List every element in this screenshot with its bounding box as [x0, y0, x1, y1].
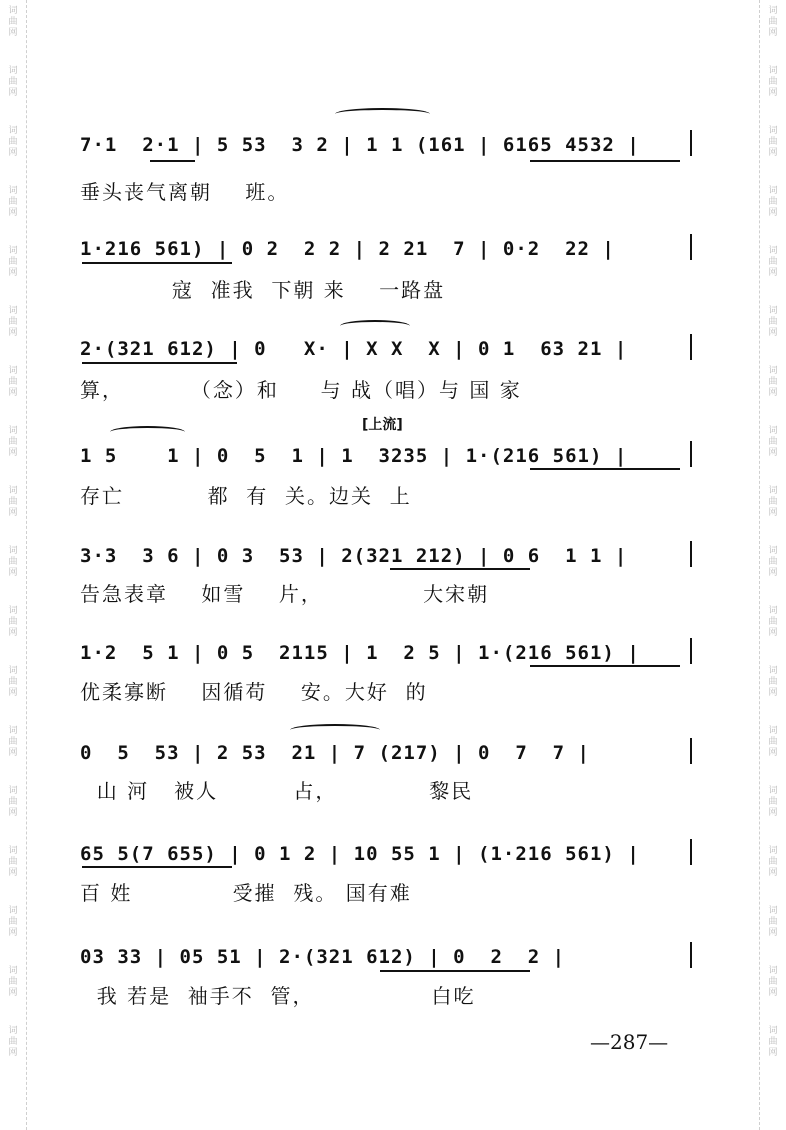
watermark-text: 词曲网 — [768, 606, 778, 638]
notation-line: 7·1 2·1 | 5 53 3 2 | 1 1 (161 | 6165 4532 | — [80, 134, 640, 156]
watermark-text: 词曲网 — [768, 486, 778, 518]
watermark-text: 词曲网 — [768, 726, 778, 758]
barline — [690, 334, 692, 360]
notation-line: 03 33 | 05 51 | 2·(321 612) | 0 2 2 | — [80, 946, 566, 968]
watermark-text: 词曲网 — [8, 786, 18, 818]
watermark-text: 词曲网 — [8, 426, 18, 458]
watermark-text: 词曲网 — [8, 246, 18, 278]
watermark-text: 词曲网 — [768, 846, 778, 878]
barline — [690, 942, 692, 968]
beam-underline — [380, 970, 530, 972]
barline — [690, 638, 692, 664]
lyric-line: 我 若是 袖手不 管， 白吃 — [80, 984, 476, 1008]
beam-underline — [530, 468, 680, 470]
watermark-text: 词曲网 — [8, 126, 18, 158]
watermark-text: 词曲网 — [768, 426, 778, 458]
notation-line: 1·2 5 1 | 0 5 2115 | 1 2 5 | 1·(216 561) | — [80, 642, 640, 664]
watermark-text: 词曲网 — [768, 126, 778, 158]
notation-line: 1·216 561) | 0 2 2 2 | 2 21 7 | 0·2 22 | — [80, 238, 615, 260]
barline — [690, 234, 692, 260]
watermark-text: 词曲网 — [768, 1026, 778, 1058]
watermark-text: 词曲网 — [768, 246, 778, 278]
lyric-line: 百 姓 受摧 残。 国有难 — [80, 881, 412, 905]
watermark-text: 词曲网 — [8, 666, 18, 698]
phrase-slur — [290, 724, 380, 736]
lyric-line: 告急表章 如雪 片， 大宋朝 — [80, 582, 490, 606]
notation-line: 0 5 53 | 2 53 21 | 7 (217) | 0 7 7 | — [80, 742, 590, 764]
page-number: —287— — [590, 1030, 669, 1054]
phrase-slur — [110, 426, 185, 438]
beam-underline — [530, 160, 680, 162]
beam-underline — [530, 665, 680, 667]
notation-line: 65 5(7 655) | 0 1 2 | 10 55 1 | (1·216 561) | — [80, 843, 640, 865]
barline — [690, 839, 692, 865]
watermark-text: 词曲网 — [768, 666, 778, 698]
notation-line: 3·3 3 6 | 0 3 53 | 2(321 212) | 0 6 1 1 | — [80, 545, 628, 567]
beam-underline — [82, 362, 237, 364]
beam-underline — [150, 160, 195, 162]
watermark-text: 词曲网 — [8, 846, 18, 878]
watermark-text: 词曲网 — [8, 366, 18, 398]
watermark-text: 词曲网 — [768, 786, 778, 818]
watermark-text: 词曲网 — [768, 906, 778, 938]
beam-underline — [82, 866, 232, 868]
watermark-text: 词曲网 — [768, 366, 778, 398]
watermark-text: 词曲网 — [768, 546, 778, 578]
watermark-text: 词曲网 — [768, 186, 778, 218]
lyric-line: 存亡 都 有 关。边关 上 — [80, 484, 412, 508]
watermark-text: 词曲网 — [8, 486, 18, 518]
notation-line: 1 5 1 | 0 5 1 | 1 3235 | 1·(216 561) | — [80, 445, 628, 467]
watermark-text: 词曲网 — [8, 606, 18, 638]
lyric-line: 算， （念）和 与 战（唱）与 国 家 — [80, 378, 522, 402]
watermark-text: 词曲网 — [768, 6, 778, 38]
watermark-text: 词曲网 — [8, 306, 18, 338]
watermark-text: 词曲网 — [8, 6, 18, 38]
watermark-text: 词曲网 — [8, 726, 18, 758]
watermark-text: 词曲网 — [8, 546, 18, 578]
lyric-line: 山 河 被人 占， 黎民 — [80, 779, 474, 803]
lyric-line: 寇 准我 下朝 来 一路盘 — [80, 278, 446, 302]
watermark-text: 词曲网 — [8, 1026, 18, 1058]
beam-underline — [390, 568, 530, 570]
lyric-line: 优柔寡断 因循苟 安。大好 的 — [80, 680, 428, 704]
phrase-slur — [335, 108, 430, 120]
notation-line: 2·(321 612) | 0 X· | X X X | 0 1 63 21 | — [80, 338, 628, 360]
watermark-text: 词曲网 — [768, 66, 778, 98]
lyric-line: 垂头丧气离朝 班。 — [80, 180, 290, 204]
watermark-text: 词曲网 — [8, 906, 18, 938]
watermark-text: 词曲网 — [8, 966, 18, 998]
barline — [690, 738, 692, 764]
barline — [690, 441, 692, 467]
phrase-slur — [340, 320, 410, 332]
barline — [690, 130, 692, 156]
watermark-text: 词曲网 — [768, 306, 778, 338]
beam-underline — [82, 262, 232, 264]
section-label: [上流] — [362, 417, 403, 433]
barline — [690, 541, 692, 567]
watermark-text: 词曲网 — [8, 186, 18, 218]
watermark-text: 词曲网 — [768, 966, 778, 998]
watermark-text: 词曲网 — [8, 66, 18, 98]
